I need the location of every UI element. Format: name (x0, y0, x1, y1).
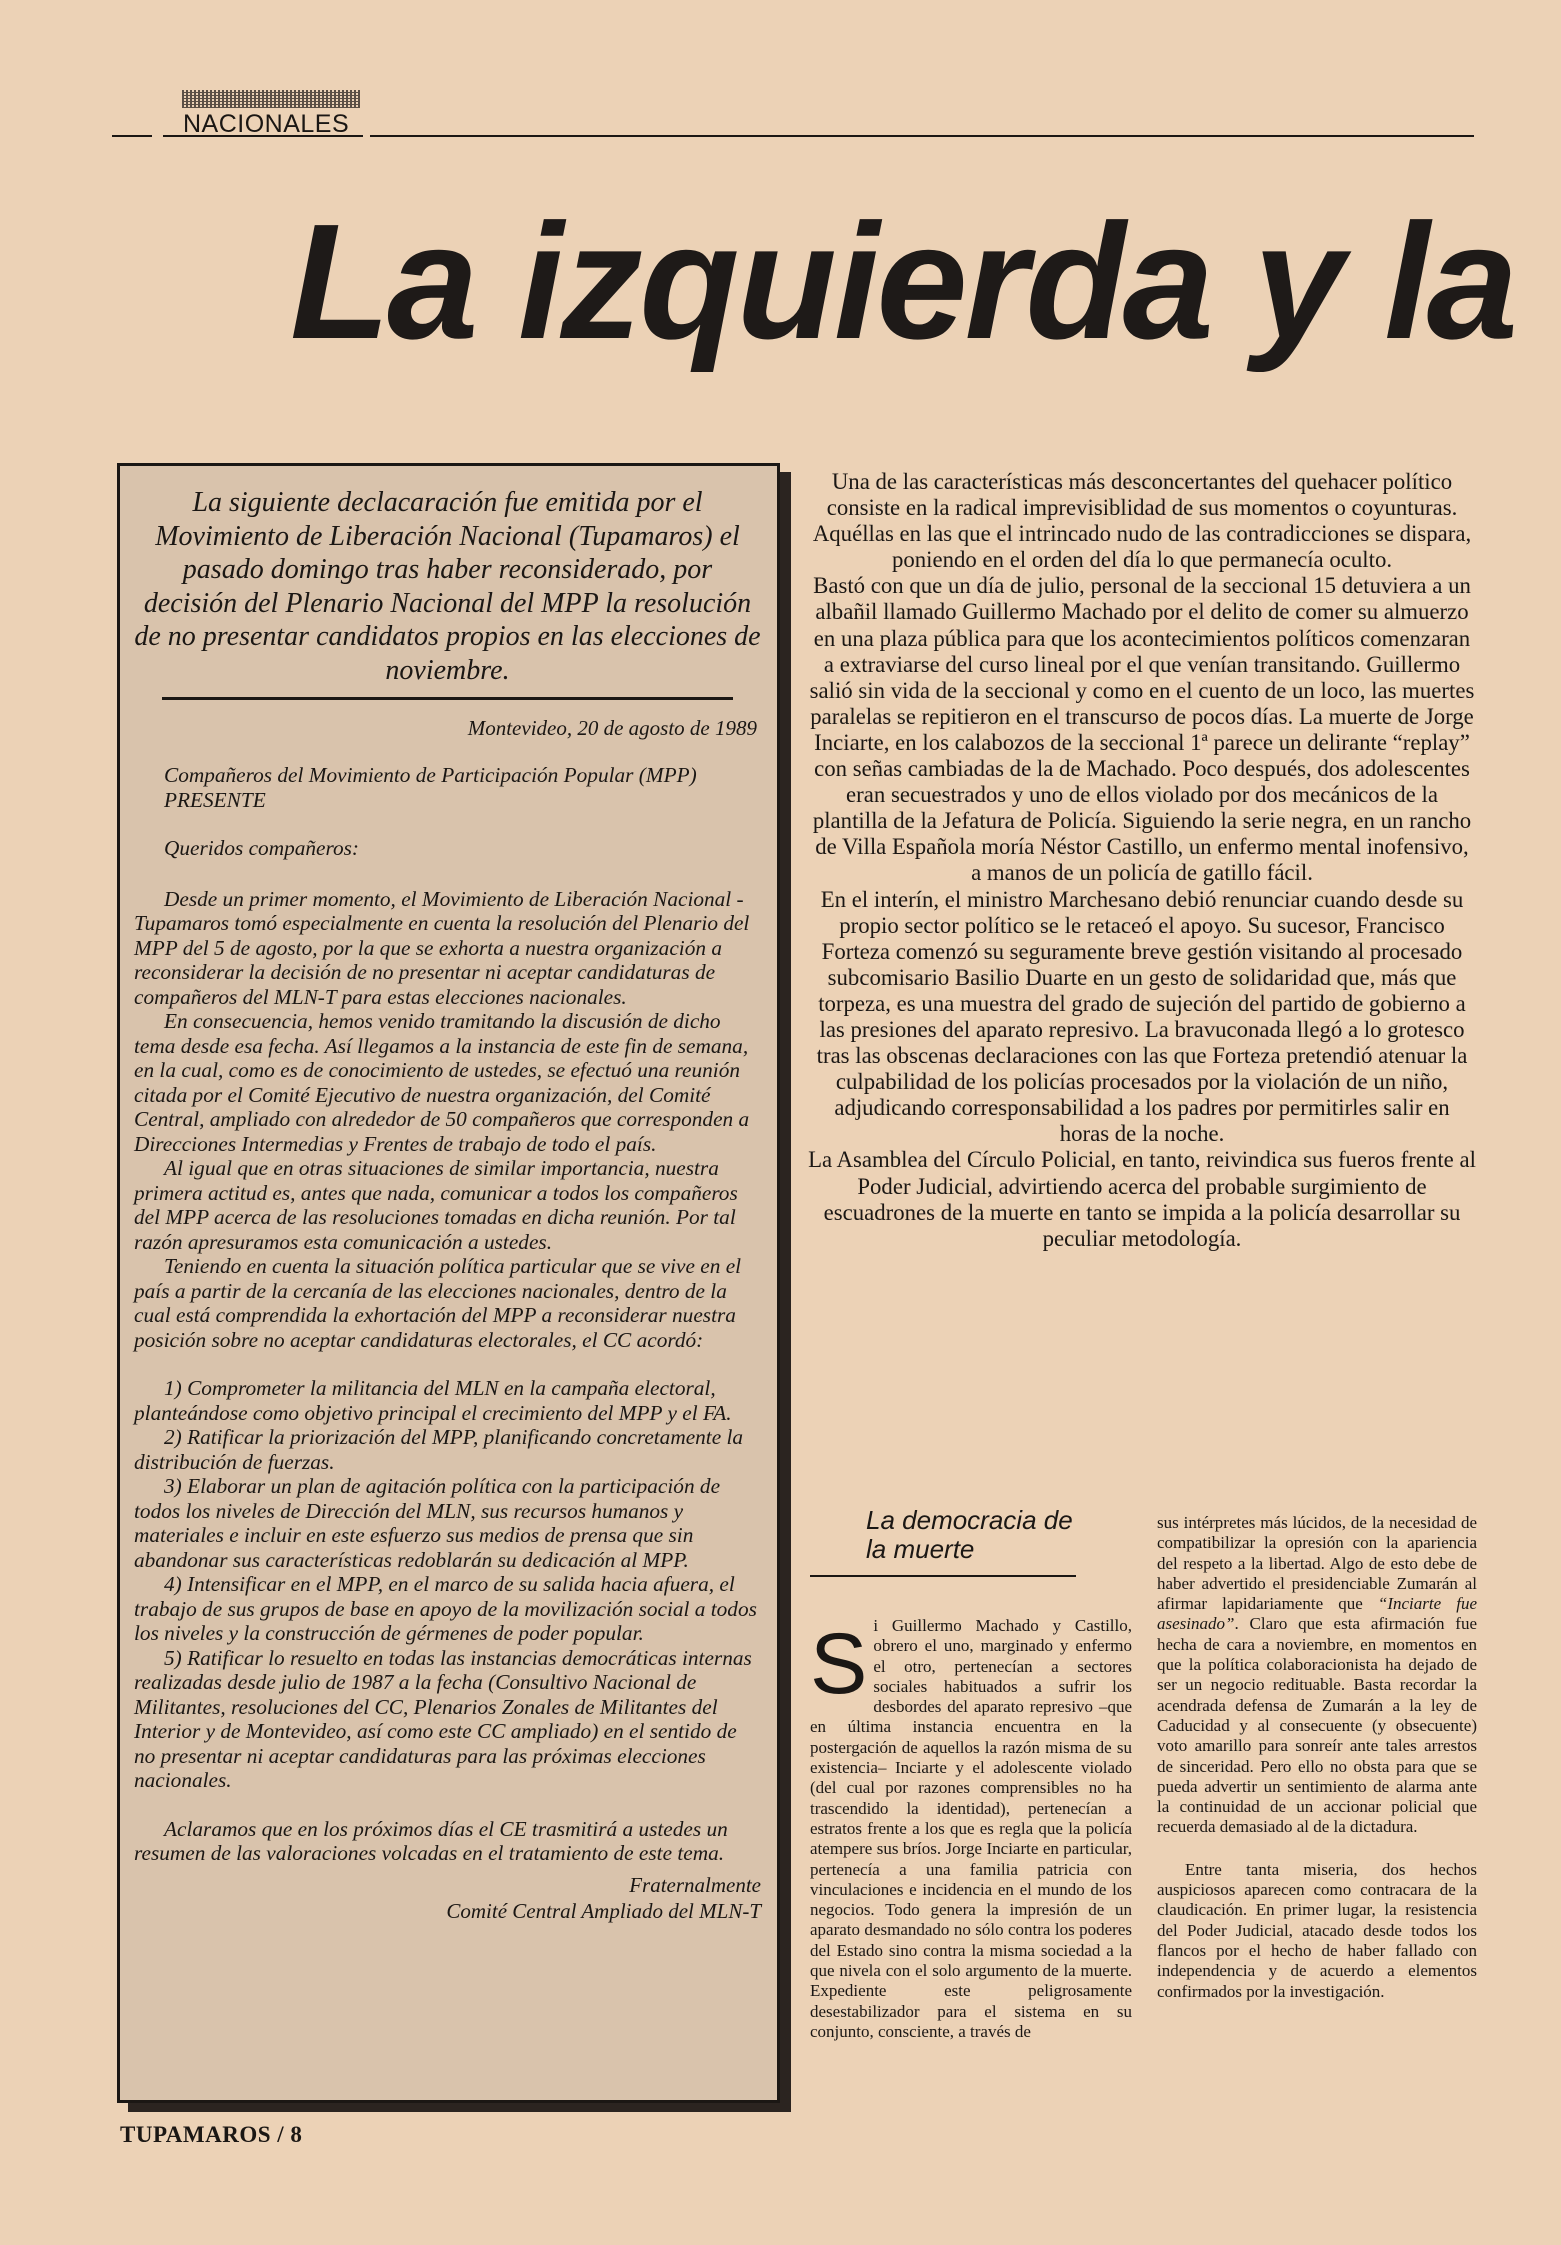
headline: La izquierda y la (290, 190, 1515, 373)
article-paragraph: En el interín, el ministro Marchesano debió renunciar cuando desde su propio sector político se le retaceó el apoyo. Su sucesor, Francisco Forteza comenzó su seguramente breve gestión visitando al procesado subcomisario Basilio Duarte en un gesto de solidaridad que, más que torpeza, es una muestra del grado de sujeción del partido de gobierno a las presiones del aparato represivo. La bravuconada llegó a lo grotesco tras las obscenas declaraciones con las que Forteza pretendió atenuar la culpabilidad de los policías procesados por la violación de un niño, adjudicando corresponsabilidad a los padres por permitirles salir en horas de la noche. (816, 886, 1468, 1147)
page-footer: TUPAMAROS / 8 (120, 2122, 303, 2147)
article-column-2 (1157, 1513, 1477, 2002)
letter-greeting: Queridos compañeros: (164, 836, 359, 860)
letter-addressee: Compañeros del Movimiento de Participación Popular (MPP) PRESENTE (164, 763, 697, 812)
subhead: La democracia de la muerte (866, 1505, 1073, 1564)
article-paragraph: La Asamblea del Círculo Policial, en tanto, reivindica sus fueros frente al Poder Judicial, advirtiendo acerca del probable surgimiento de escuadrones de la muerte en tanto se impida a la policía desarrollar su peculiar metodología. (808, 1147, 1476, 1251)
letter-paragraph: Teniendo en cuenta la situación política particular que se vive en el país a partir de la cercanía de las elecciones nacionales, dentro de la cual está comprendida la exhortación del MPP a reconsiderar nuestra posición sobre no aceptar candidaturas electorales, el CC acordó: (134, 1254, 742, 1352)
letter-signature: Comité Central Ampliado del MLN-T (446, 1898, 761, 1923)
letter-signoff: Fraternalmente (629, 1872, 761, 1897)
letter-item: 4) Intensificar en el MPP, en el marco de su salida hacia afuera, el trabajo de sus grupos de base en apoyo de la movilización social a todos los niveles y la construcción de gérmenes de poder popular. (134, 1572, 757, 1645)
header-rule-right (370, 135, 1474, 137)
letter-paragraph: En consecuencia, hemos venido tramitando la discusión de dicho tema desde esa fecha. Así llegamos a la instancia de este fin de semana, en la cual, como es de conocimiento de ustedes, se efectuó una reunión citada por el Comité Ejecutivo de nuestra organización, del Comité Central, ampliado con alrededor de 50 compañeros que corresponden a Direcciones Intermedias y Frentes de trabajo de todo el país. (134, 1009, 750, 1156)
column-paragraph: Entre tanta miseria, dos hechos auspiciosos aparecen como contracara de la claudicación. En primer lugar, la resistencia del Poder Judicial, atacado desde todos los flancos por el hecho de haber fallado con independencia y de acuerdo a elementos confirmados por la investigación. (1157, 1859, 1477, 2001)
column-text-part: . Claro que esta afirmación fue hecha de cara a noviembre, en momentos en que la política colaboracionista ha dejado de ser un negocio redituable. Basta recordar la acendrada defensa de Zumarán a la ley de Caducidad y al consecuente (y obsecuente) voto amarillo para sonreír ante tales arrestos de sinceridad. Pero ello no obsta para que se pueda advertir un sentimiento de alarma ante la continuidad de un accionar policial que recuerda demasiado al de la dictadura. (1157, 1614, 1477, 1837)
article-paragraph: Una de las características más desconcertantes del quehacer político consiste en la radical imprevisiblidad de sus momentos o coyunturas. Aquéllas en las que el intrincado nudo de las contradicciones se dispara, poniendo en el orden del día lo que permanecía oculto. (812, 469, 1472, 573)
article-column-1 (810, 1616, 1132, 2042)
letter-body (134, 763, 761, 1866)
declaration-box (117, 463, 780, 2103)
drop-cap: S (810, 1616, 868, 1712)
column-text: i Guillermo Machado y Castillo, obrero el uno, marginado y enfermo el otro, pertenecían a sectores sociales habituados a sufrir los desbordes del aparato represivo –que en última instancia encuentra en la postergación de aquellos la razón misma de su existencia– Inciarte y el adolescente violado (del cual por razones comprensibles no ha trascendido la identidad), pertenecían a estratos frente a los que es regla que la policía atempere sus bríos. Jorge Inciarte en particular, pertenecía a una familia patricia con vinculaciones e incidencia en el mundo de los negocios. Todo genera la impresión de un aparato desmandado no sólo contra los poderes del Estado sino contra la misma sociedad a la que nivela con el solo argumento de la muerte. Expediente este peligrosamente desestabilizador para el sistema en su conjunto, consciente, a través de (810, 1616, 1132, 2041)
section-hatch-decoration (182, 90, 360, 108)
main-article (808, 469, 1476, 1252)
letter-item: 1) Comprometer la militancia del MLN en la campaña electoral, planteándose como objetivo principal el crecimiento del MPP y el FA. (134, 1376, 732, 1425)
letter-item: 2) Ratificar la priorización del MPP, planificando concretamente la distribución de fuerzas. (134, 1425, 744, 1474)
letter-date: Montevideo, 20 de agosto de 1989 (467, 716, 757, 740)
letter-paragraph: Desde un primer momento, el Movimiento de Liberación Nacional - Tupamaros tomó especialmente en cuenta la resolución del Plenario del MPP del 5 de agosto, por la que se exhorta a nuestra organización a reconsiderar la decisión de no presentar ni aceptar candidaturas de compañeros del MLN-T para estas elecciones nacionales. (134, 886, 750, 1009)
header-rule-left (112, 135, 152, 137)
subhead-rule (810, 1575, 1076, 1577)
letter-item: 5) Ratificar lo resuelto en todas las instancias democráticas internas realizadas desde julio de 1987 a la fecha (Consultivo Nacional de Militantes, resoluciones del CC, Plenarios Zonales de Militantes del Interior y de Montevideo, así como este CC ampliado) en el sentido de no presentar ni aceptar candidaturas para las próximas elecciones nacionales. (134, 1645, 752, 1792)
quote: “Inciarte fue asesinado” (1157, 1594, 1477, 1634)
letter-closing: Aclaramos que en los próximos días el CE trasmitirá a ustedes un resumen de las valoraciones volcadas en el tratamiento de este tema. (134, 1816, 728, 1865)
box-intro-rule (162, 697, 733, 700)
article-paragraph: Bastó con que un día de julio, personal de la seccional 15 detuviera a un albañil llamado Guillermo Machado por el delito de comer su almuerzo en una plaza pública para que los acontecimientos políticos comenzaran a extraviarse del curso lineal por el que venían transitando. Guillermo salió sin vida de la seccional y como en el cuento de un loco, las muertes paralelas se repitieron en el transcurso de pocos días. La muerte de Jorge Inciarte, en los calabozos de la seccional 1ª parece un delirante “replay” con señas cambiadas de la de Machado. Poco después, dos adolescentes eran secuestrados y uno de ellos violado por dos mecánicos de la plantilla de la Jefatura de Policía. Siguiendo la serie negra, en un rancho de Villa Española moría Néstor Castillo, un enfermo mental inofensivo, a manos de un policía de gatillo fácil. (809, 573, 1475, 886)
letter-item: 3) Elaborar un plan de agitación política con la participación de todos los niveles de Dirección del MLN, sus recursos humanos y materiales e incluir en este esfuerzo sus medios de prensa que sin abandonar sus características redoblarán su dedicación al MPP. (134, 1474, 721, 1572)
column-text-part: sus intérpretes más lúcidos, de la necesidad de compatibilizar la opresión con la apariencia del respeto a la libertad. Algo de esto debe de haber advertido el presidenciable Zumarán al afirmar lapidariamente que (1157, 1513, 1477, 1614)
section-label: NACIONALES (183, 110, 350, 138)
letter-paragraph: Al igual que en otras situaciones de similar importancia, nuestra primera actitud es, antes que nada, comunicar a todos los compañeros del MPP acerca de las resoluciones tomadas en dicha reunión. Por tal razón apresuramos esta comunicación a ustedes. (134, 1156, 738, 1254)
box-intro: La siguiente declacaración fue emitida por el Movimiento de Liberación Nacional (Tupamaros) el pasado domingo tras haber reconsiderado, por decisión del Plenario Nacional del MPP la resolución de no presentar candidatos propios en las elecciones de noviembre. (134, 487, 761, 686)
column-paragraph (1157, 1513, 1477, 1838)
